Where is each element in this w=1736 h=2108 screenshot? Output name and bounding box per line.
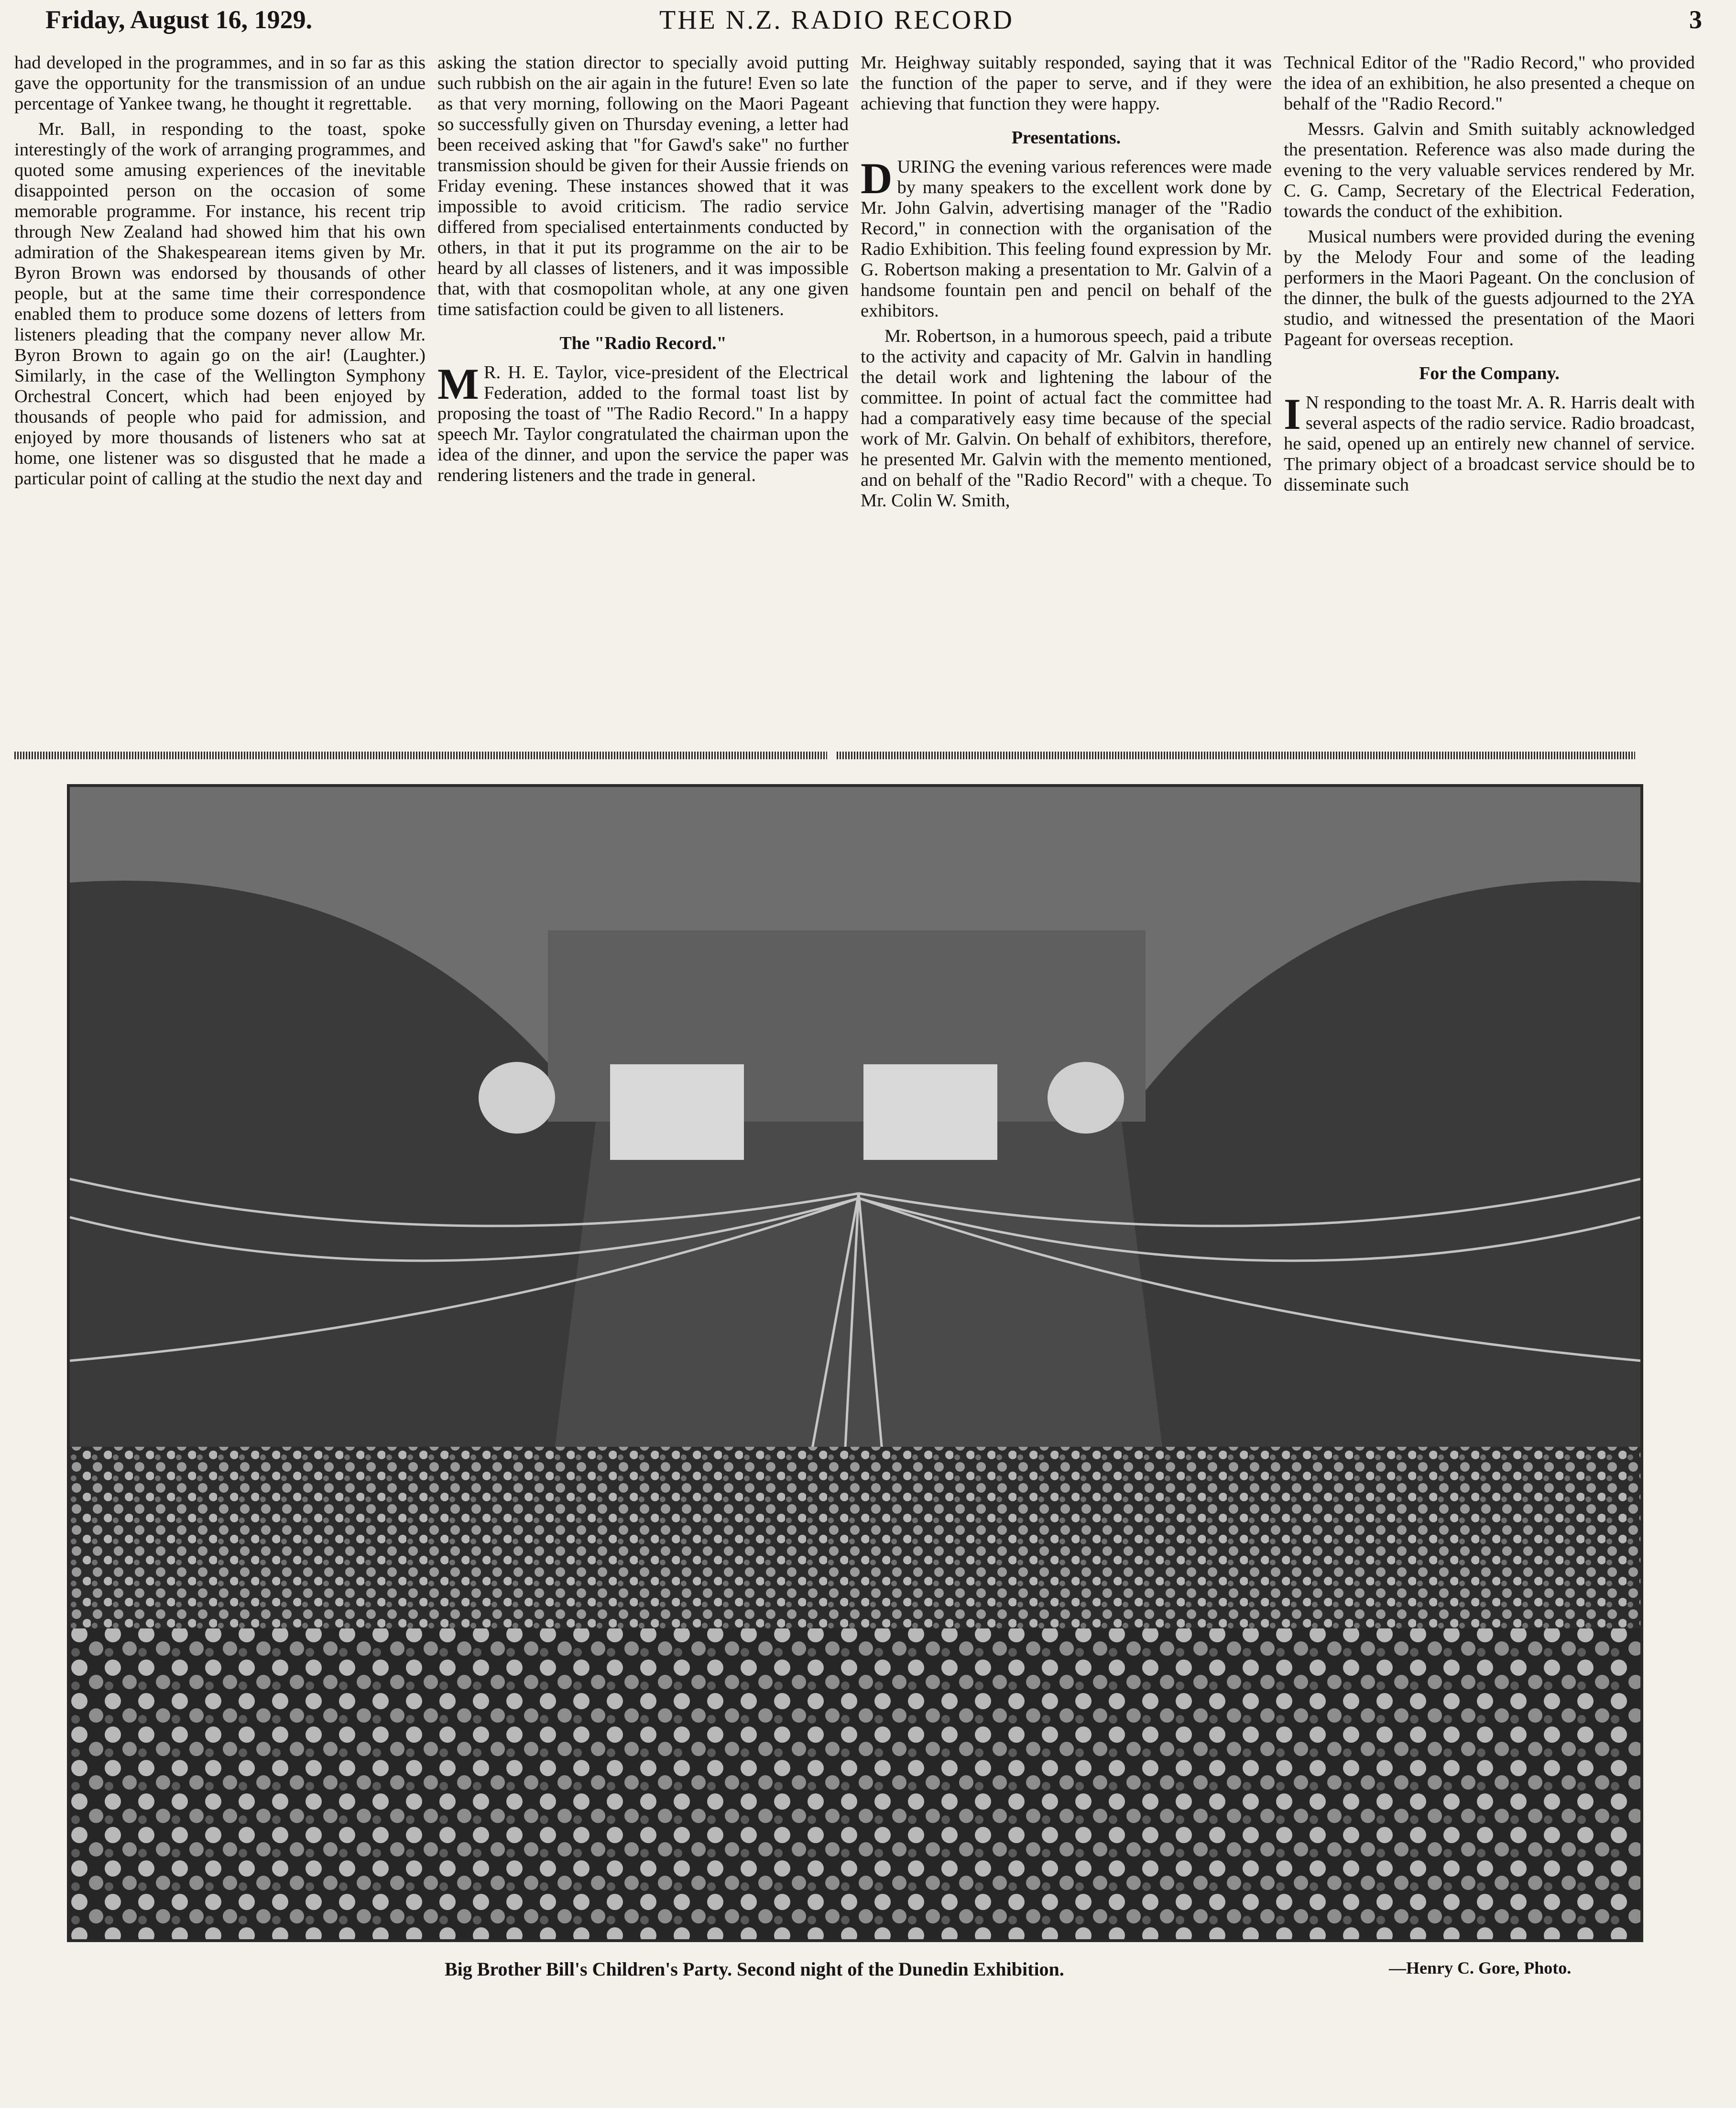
decorative-rule-right [837, 752, 1635, 759]
issue-date: Friday, August 16, 1929. [45, 5, 313, 34]
paragraph-text: N responding to the toast Mr. A. R. Harris dealt with several aspects of the radio service. Radio broadcast, he said, opened up an entirely new channel of service. The primary object of a broadcast service should be to disseminate such [1284, 393, 1695, 495]
paragraph: Messrs. Galvin and Smith suitably acknowledged the presentation. Reference was also made during the evening to the very valuable services rendered by Mr. C. G. Camp, Secretary of the Electrical Federation, towards the conduct of the exhibition. [1284, 119, 1695, 221]
paragraph [437, 362, 849, 486]
photo-caption: Big Brother Bill's Children's Party. Second night of the Dunedin Exhibition. [445, 1958, 1064, 1980]
paragraph [861, 154, 1272, 321]
paragraph-text: R. H. E. Taylor, vice-president of the Electrical Federation, added to the formal toast list by proposing the toast of "The Radio Record." In a happy speech Mr. Taylor congratulated the chairman upon the idea of the dinner, and upon the service the paper was rendering listeners and the trade in general. [437, 362, 849, 485]
column-1 [14, 53, 426, 741]
paragraph: Mr. Ball, in responding to the toast, spoke interestingly of the work of arranging programmes, and quoted some amusing experiences of the inevitable disappointed person on the occasion of some memorable programme. For instance, his recent trip through New Zealand had showed him that his own admiration of the Shakespearean items given by Mr. Byron Brown was endorsed by thousands of other people, but at the same time their correspondence enabled them to produce some dozens of letters from listeners pleading that the company never allow Mr. Byron Brown to again go on the air! (Laughter.) Similarly, in the case of the Wellington Symphony Orchestral Concert, which had been enjoyed by thousands of people who paid for admission, and enjoyed by more thousands of listeners who sat at home, one listener was so disgusted that he made a particular point of calling at the studio the next day and [14, 119, 426, 489]
paragraph: Mr. Robertson, in a humorous speech, paid a tribute to the activity and capacity of Mr. Galvin in handling the detail work and lightening the labour of the committee. In point of actual fact the committee had had a comparatively easy time because of the special work of Mr. Galvin. On behalf of exhibitors, therefore, he presented Mr. Galvin with the memento mentioned, and on behalf of the "Radio Record" with a cheque. To Mr. Colin W. Smith, [861, 326, 1272, 511]
photo-credit: —Henry C. Gore, Photo. [1389, 1958, 1572, 1977]
paragraph-text: URING the evening various references were made by many speakers to the excellent work done by Mr. John Galvin, advertising manager of the "Radio Record," in connection with the organisation of the Radio Exhibition. This feeling found expression by Mr. G. Robertson making a presentation to Mr. Galvin of a handsome fountain pen and pencil on behalf of the exhibitors. [861, 157, 1272, 321]
drop-cap: I [1284, 390, 1301, 438]
paragraph: Musical numbers were provided during the evening by the Melody Four and some of the leading performers in the Maori Pageant. On the conclusion of the dinner, the bulk of the guests adjourned to the 2YA studio, and witnessed the presentation of the Maori Pageant for overseas reception. [1284, 227, 1695, 350]
publication-title: THE N.Z. RADIO RECORD [659, 5, 1014, 35]
drop-cap: M [437, 360, 479, 408]
section-heading-radio-record: The "Radio Record." [559, 333, 727, 353]
column-2 [437, 53, 849, 741]
page-header [19, 5, 1702, 43]
page-number: 3 [1689, 5, 1702, 34]
drop-cap: D [861, 154, 893, 203]
paragraph [1284, 390, 1695, 495]
article-text [14, 53, 1697, 741]
section-heading-for-the-company: For the Company. [1419, 363, 1560, 383]
paragraph: Mr. Heighway suitably responded, saying that it was the function of the paper to serve, and if they were achieving that function they were happy. [861, 53, 1272, 114]
column-4 [1284, 53, 1695, 741]
column-3 [861, 53, 1272, 741]
paragraph: asking the station director to specially avoid putting such rubbish on the air again in the future! Even so late as that very morning, following on the Maori Pageant so successfully given on Thursday evening, a letter had been received asking that "for Gawd's sake" no further transmission should be given for their Aussie friends on Friday evening. These instances showed that it was impossible to avoid criticism. The radio service differed from specialised entertainments conducted by others, in that it put its programme on the air to be heard by all classes of listeners, and it was impossible that, with that cosmopolitan whole, at any one given time satisfaction could be given to all listeners. [437, 53, 849, 319]
section-heading-presentations: Presentations. [1011, 128, 1121, 148]
decorative-rule-left [14, 752, 827, 759]
party-photograph [67, 784, 1643, 1942]
paragraph: Technical Editor of the "Radio Record," who provided the idea of an exhibition, he also presented a cheque on behalf of the "Radio Record." [1284, 53, 1695, 114]
paragraph: had developed in the programmes, and in so far as this gave the opportunity for the transmission of an undue percentage of Yankee twang, he thought it regrettable. [14, 53, 426, 114]
photo-illustration [70, 787, 1640, 1939]
